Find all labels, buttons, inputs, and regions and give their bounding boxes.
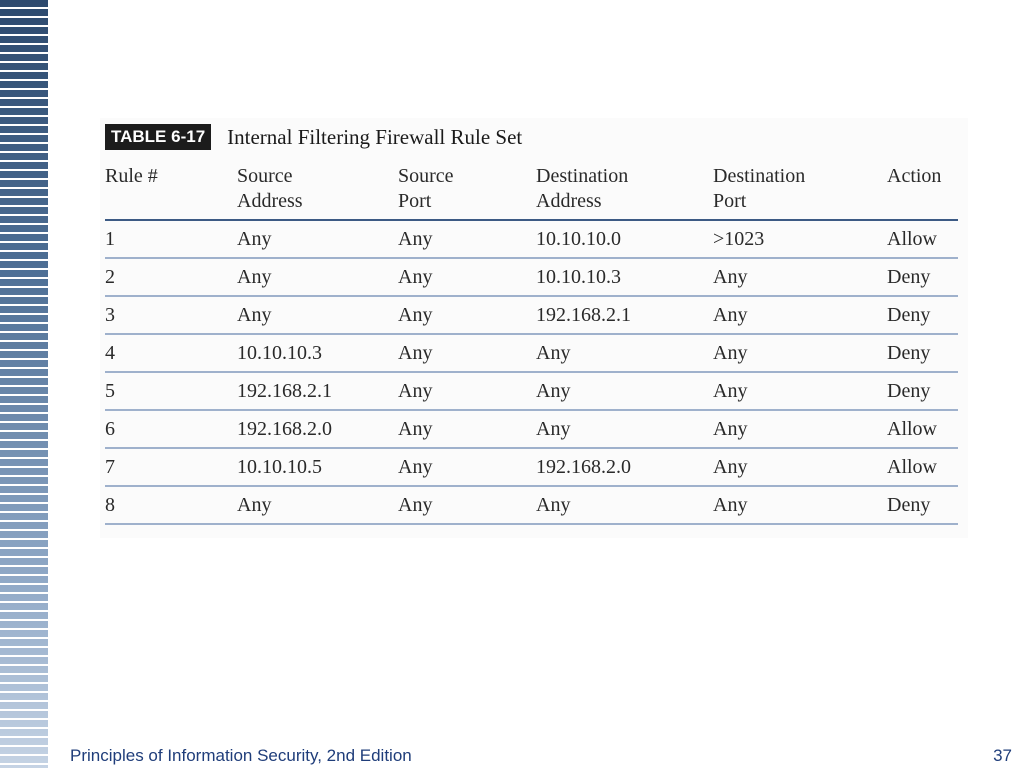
table-heading xyxy=(105,124,522,150)
cell-action: Deny xyxy=(887,334,958,372)
cell-source-port: Any xyxy=(398,334,536,372)
cell-source-port: Any xyxy=(398,258,536,296)
cell-source-address: 192.168.2.1 xyxy=(237,372,398,410)
table-row xyxy=(105,220,958,258)
cell-action: Deny xyxy=(887,296,958,334)
cell-action: Allow xyxy=(887,220,958,258)
cell-rule-number: 2 xyxy=(105,258,237,296)
cell-destination-port: Any xyxy=(713,448,887,486)
cell-destination-address: 10.10.10.0 xyxy=(536,220,713,258)
cell-rule-number: 5 xyxy=(105,372,237,410)
header-source-address: Source Address xyxy=(237,160,398,220)
cell-action: Deny xyxy=(887,486,958,524)
cell-source-address: Any xyxy=(237,258,398,296)
cell-destination-port: Any xyxy=(713,372,887,410)
table-row xyxy=(105,448,958,486)
cell-source-address: Any xyxy=(237,296,398,334)
cell-source-port: Any xyxy=(398,448,536,486)
cell-source-port: Any xyxy=(398,372,536,410)
cell-destination-address: 192.168.2.1 xyxy=(536,296,713,334)
cell-source-port: Any xyxy=(398,486,536,524)
cell-source-port: Any xyxy=(398,410,536,448)
header-source-port: Source Port xyxy=(398,160,536,220)
cell-destination-port: Any xyxy=(713,258,887,296)
cell-destination-address: Any xyxy=(536,334,713,372)
cell-destination-address: Any xyxy=(536,372,713,410)
footer-title: Principles of Information Security, 2nd Edition xyxy=(70,746,412,765)
cell-rule-number: 1 xyxy=(105,220,237,258)
firewall-rule-table xyxy=(105,160,958,525)
cell-destination-address: 192.168.2.0 xyxy=(536,448,713,486)
table-row xyxy=(105,372,958,410)
cell-destination-port: Any xyxy=(713,334,887,372)
cell-action: Deny xyxy=(887,258,958,296)
table-row xyxy=(105,486,958,524)
cell-destination-port: >1023 xyxy=(713,220,887,258)
cell-rule-number: 7 xyxy=(105,448,237,486)
page-number: 37 xyxy=(993,746,1012,765)
cell-action: Allow xyxy=(887,410,958,448)
table-row xyxy=(105,296,958,334)
cell-rule-number: 6 xyxy=(105,410,237,448)
header-action: Action xyxy=(887,160,958,220)
cell-destination-port: Any xyxy=(713,486,887,524)
table-row xyxy=(105,258,958,296)
cell-source-port: Any xyxy=(398,296,536,334)
cell-source-address: 10.10.10.3 xyxy=(237,334,398,372)
table-label: TABLE 6-17 xyxy=(105,124,211,150)
cell-source-address: Any xyxy=(237,486,398,524)
cell-destination-address: Any xyxy=(536,410,713,448)
header-destination-address: Destination Address xyxy=(536,160,713,220)
header-destination-port: Destination Port xyxy=(713,160,887,220)
cell-rule-number: 4 xyxy=(105,334,237,372)
cell-action: Allow xyxy=(887,448,958,486)
cell-destination-address: 10.10.10.3 xyxy=(536,258,713,296)
cell-destination-port: Any xyxy=(713,296,887,334)
table-row xyxy=(105,334,958,372)
decorative-side-strip xyxy=(0,0,48,768)
cell-rule-number: 8 xyxy=(105,486,237,524)
table-header-row xyxy=(105,160,958,220)
cell-action: Deny xyxy=(887,372,958,410)
table-title: Internal Filtering Firewall Rule Set xyxy=(227,124,523,149)
cell-source-port: Any xyxy=(398,220,536,258)
header-rule-number: Rule # xyxy=(105,160,237,220)
cell-source-address: Any xyxy=(237,220,398,258)
cell-source-address: 10.10.10.5 xyxy=(237,448,398,486)
cell-destination-address: Any xyxy=(536,486,713,524)
table-row xyxy=(105,410,958,448)
cell-source-address: 192.168.2.0 xyxy=(237,410,398,448)
cell-destination-port: Any xyxy=(713,410,887,448)
cell-rule-number: 3 xyxy=(105,296,237,334)
